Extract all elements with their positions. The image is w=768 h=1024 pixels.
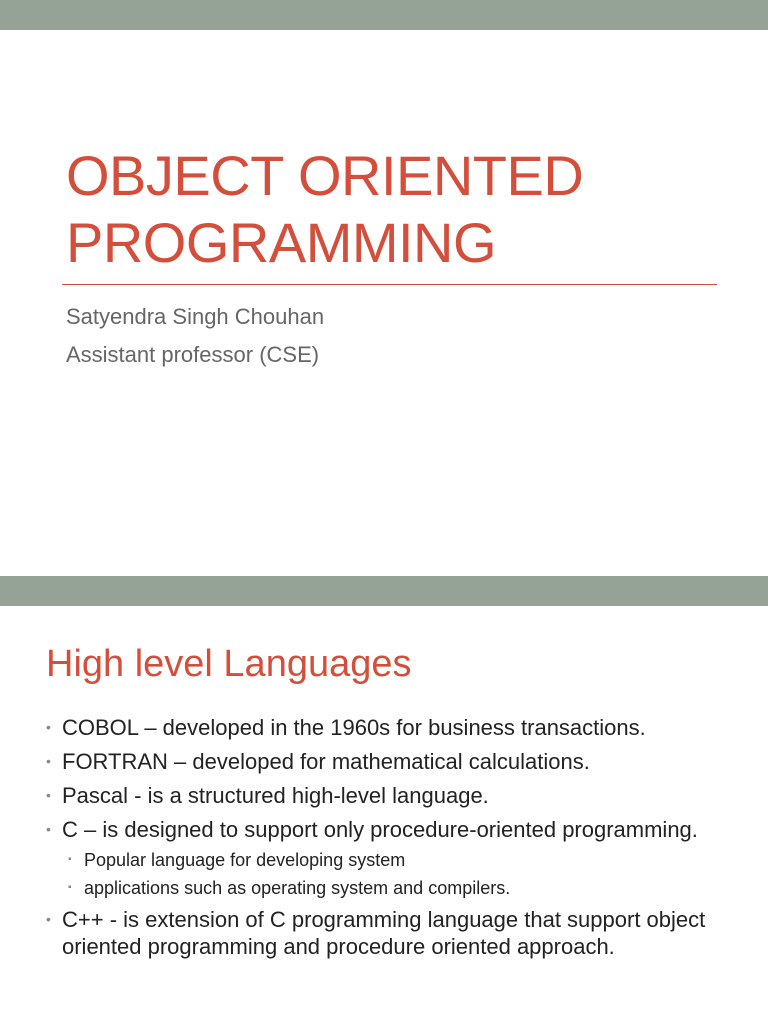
bullet-dot-icon: • (46, 821, 51, 837)
bullet-text: FORTRAN – developed for mathematical calculations. (62, 749, 590, 774)
title-line-1: OBJECT ORIENTED (66, 144, 584, 207)
bullet-item (46, 782, 761, 809)
slide-title (66, 142, 583, 276)
bullet-list (46, 714, 761, 967)
slide-separator-band (0, 576, 768, 606)
bullet-text: Pascal - is a structured high-level language. (62, 783, 489, 808)
title-line-2: PROGRAMMING (66, 211, 497, 274)
top-band (0, 0, 768, 30)
bullet-text: C++ - is extension of C programming language that support object oriented programming and procedure oriented approach. (62, 907, 706, 959)
square-bullet-icon: ▪ (68, 854, 72, 865)
square-bullet-icon: ▪ (68, 882, 72, 893)
bullet-dot-icon: • (46, 911, 51, 927)
author-role: Assistant professor (CSE) (66, 342, 320, 367)
bullet-text: C – is designed to support only procedure-oriented programming. (62, 817, 698, 842)
bullet-item (46, 906, 761, 960)
content-slide-title: High level Languages (46, 643, 412, 685)
title-slide (0, 30, 768, 576)
bullet-item (46, 816, 761, 899)
title-divider (62, 284, 717, 285)
sub-bullet-item (62, 849, 761, 871)
sub-bullet-item (62, 877, 761, 899)
bullet-item (46, 748, 761, 775)
sub-bullet-text: Popular language for developing system (84, 850, 406, 870)
content-slide (0, 606, 768, 1024)
author-name: Satyendra Singh Chouhan (66, 304, 325, 329)
sub-bullet-list (62, 849, 761, 899)
bullet-dot-icon: • (46, 719, 51, 735)
bullet-text: COBOL – developed in the 1960s for business transactions. (62, 715, 646, 740)
bullet-dot-icon: • (46, 787, 51, 803)
slide-subtitle (66, 298, 324, 374)
bullet-dot-icon: • (46, 753, 51, 769)
sub-bullet-text: applications such as operating system and compilers. (84, 878, 511, 898)
bullet-item (46, 714, 761, 741)
